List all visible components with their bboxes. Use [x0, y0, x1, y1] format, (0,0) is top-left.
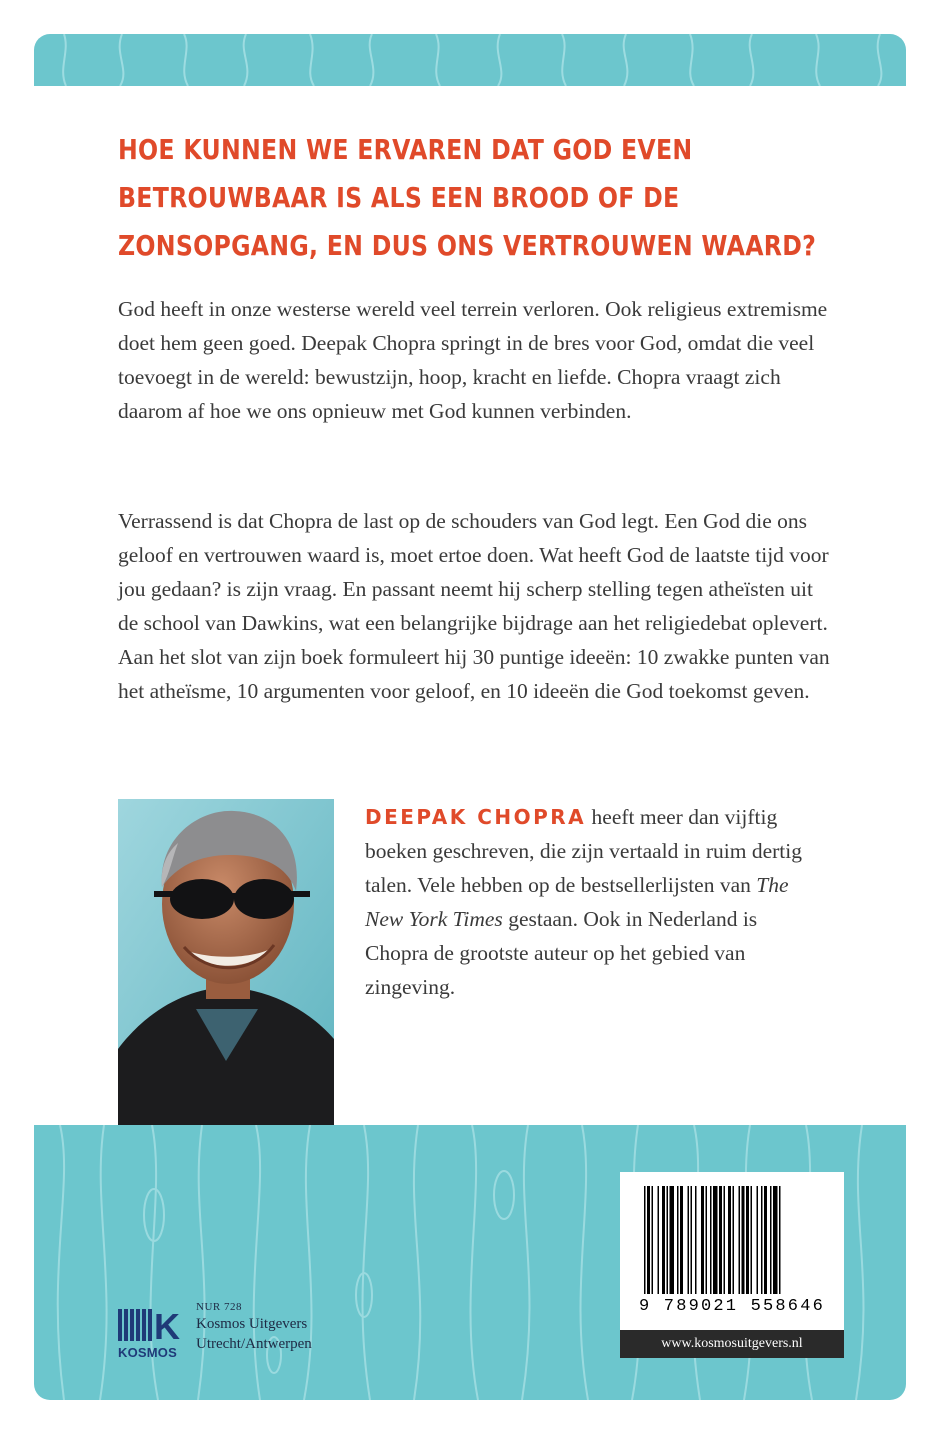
barcode-bars	[644, 1186, 820, 1294]
kosmos-logo-word: KOSMOS	[118, 1345, 177, 1360]
svg-text:K: K	[154, 1306, 180, 1345]
bio-text-part-1: heeft meer dan vijftig boeken geschreven, die zijn vertaald in ruim dertig talen. Vele hebben op de bestsellerlijsten van	[365, 805, 803, 897]
publisher-info	[196, 1300, 312, 1354]
headline-line-2: BETROUWBAAR IS ALS EEN BROOD OF DE	[118, 182, 680, 214]
headline-line-1: HOE KUNNEN WE ERVAREN DAT GOD EVEN	[118, 134, 693, 166]
author-bio	[365, 800, 825, 1004]
headline-line-3: ZONSOPGANG, EN DUS ONS VERTROUWEN WAARD?	[118, 230, 817, 262]
wood-grain-pattern	[34, 34, 906, 86]
book-back-cover	[34, 34, 906, 1400]
top-decorative-band	[34, 34, 906, 86]
website-url[interactable]: www.kosmosuitgevers.nl	[620, 1330, 844, 1358]
headline	[118, 126, 817, 270]
publisher-name: Kosmos Uitgevers	[196, 1316, 308, 1332]
author-name: DEEPAK CHOPRA	[365, 805, 587, 829]
bio-italic-title: The New York Times	[365, 873, 789, 931]
kosmos-logo-mark	[118, 1305, 190, 1345]
bio-text-part-2: gestaan. Ook in Nederland is Chopra de grootste auteur op het gebied van zingeving.	[365, 907, 758, 999]
nur-code: NUR 728	[196, 1301, 242, 1313]
author-photo	[118, 799, 334, 1125]
blurb-paragraph-1: God heeft in onze westerse wereld veel terrein verloren. Ook religieus extremisme doet hem geen goed. Deepak Chopra springt in de bres voor God, omdat die veel toevoegt in de wereld: bewustzijn, hoop, kracht en liefde. Chopra vraagt zich daarom af hoe we ons opnieuw met God kunnen verbinden.	[118, 297, 828, 423]
blurb-paragraph-2: Verrassend is dat Chopra de last op de schouders van God legt. Een God die ons geloof en vertrouwen waard is, moet ertoe doen. Wat heeft God de laatste tijd voor jou gedaan? is zijn vraag. En passant neemt hij scherp stelling tegen atheïsten uit de school van Dawkins, wat een belangrijke bijdrage aan het religiedebat oplevert. Aan het slot van zijn boek formuleert hij 30 puntige ideeën: 10 zwakke punten van het atheïsme, 10 argumenten voor geloof, en 10 ideeën die God toekomst geven.	[118, 509, 830, 703]
barcode	[620, 1172, 844, 1330]
isbn-number: 9 789021 558646	[638, 1297, 826, 1316]
kosmos-logo	[118, 1305, 190, 1359]
publisher-location: Utrecht/Antwerpen	[196, 1336, 312, 1352]
